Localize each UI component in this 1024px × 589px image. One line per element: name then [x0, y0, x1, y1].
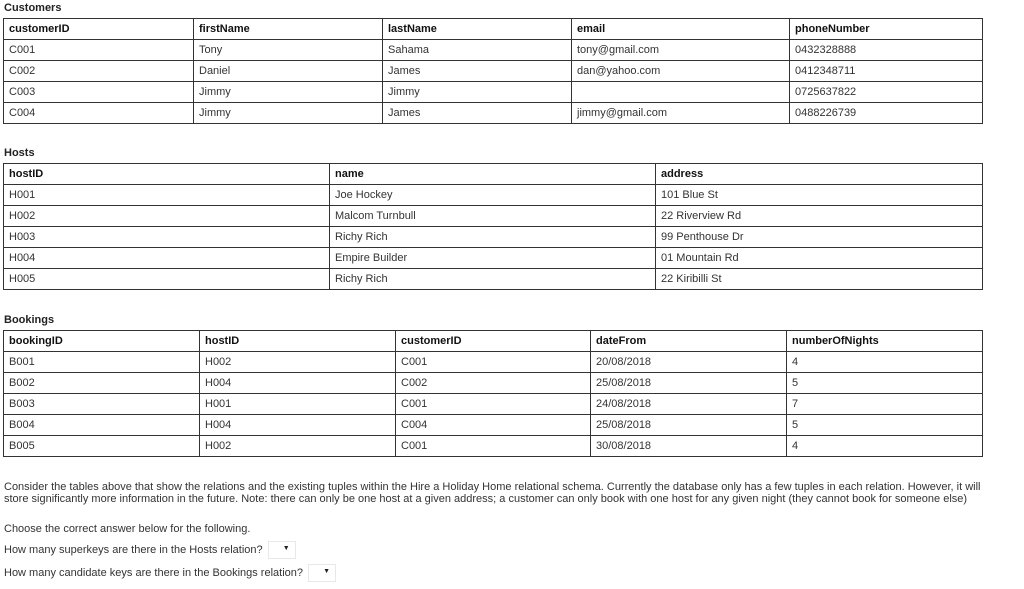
table-row [4, 185, 983, 206]
table-row [4, 61, 983, 82]
table-cell: B005 [4, 436, 200, 457]
table-row [4, 352, 983, 373]
table-cell: 25/08/2018 [591, 373, 787, 394]
table-row [4, 269, 983, 290]
customers-header-row [4, 19, 983, 40]
table-cell: B003 [4, 394, 200, 415]
table-cell: C001 [396, 436, 591, 457]
table-cell: 20/08/2018 [591, 352, 787, 373]
table-cell: Richy Rich [330, 269, 656, 290]
table-cell: 30/08/2018 [591, 436, 787, 457]
question-2 [4, 564, 336, 582]
table-cell: C003 [4, 82, 194, 103]
table-cell: B001 [4, 352, 200, 373]
table-cell: H004 [4, 248, 330, 269]
col-hostID: hostID [4, 164, 330, 185]
table-row [4, 373, 983, 394]
table-cell [572, 82, 790, 103]
col-email: email [572, 19, 790, 40]
table-cell: 99 Penthouse Dr [656, 227, 983, 248]
col-firstName: firstName [194, 19, 383, 40]
table-cell: B002 [4, 373, 200, 394]
table-cell: C002 [396, 373, 591, 394]
table-cell: C002 [4, 61, 194, 82]
bookings-header-row [4, 331, 983, 352]
table-cell: Empire Builder [330, 248, 656, 269]
table-cell: tony@gmail.com [572, 40, 790, 61]
bookings-title: Bookings [4, 314, 55, 326]
candidate-keys-answer-select[interactable] [308, 564, 336, 582]
hosts-title: Hosts [4, 147, 35, 159]
table-cell: B004 [4, 415, 200, 436]
col-numberOfNights: numberOfNights [787, 331, 983, 352]
table-cell: H002 [200, 436, 396, 457]
table-cell: Sahama [383, 40, 572, 61]
table-cell: Joe Hockey [330, 185, 656, 206]
table-cell: H001 [200, 394, 396, 415]
col-bookingID: bookingID [4, 331, 200, 352]
table-cell: 0412348711 [790, 61, 983, 82]
table-cell: Malcom Turnbull [330, 206, 656, 227]
question-1 [4, 541, 296, 559]
table-cell: C001 [396, 394, 591, 415]
table-cell: dan@yahoo.com [572, 61, 790, 82]
dropdown-arrow-icon: ▼ [282, 545, 290, 552]
table-cell: Tony [194, 40, 383, 61]
table-cell: James [383, 61, 572, 82]
table-cell: 0488226739 [790, 103, 983, 124]
bookings-table [3, 330, 983, 457]
table-row [4, 436, 983, 457]
table-cell: H004 [200, 415, 396, 436]
col-hostID: hostID [200, 331, 396, 352]
superkeys-answer-select[interactable] [268, 541, 296, 559]
col-customerID: customerID [396, 331, 591, 352]
table-cell: 5 [787, 415, 983, 436]
col-phoneNumber: phoneNumber [790, 19, 983, 40]
question-paragraph: Consider the tables above that show the relations and the existing tuples within the Hire a Holiday Home relational schema. Currently the database only has a few tuples in each relation. However, it will store significantly more information in the future. Note: there can only be one host at a given address; a customer can only book with one host for any given night (they cannot book for someone else) [4, 481, 981, 505]
table-row [4, 394, 983, 415]
table-cell: 0725637822 [790, 82, 983, 103]
table-cell: jimmy@gmail.com [572, 103, 790, 124]
table-row [4, 248, 983, 269]
table-cell: C001 [396, 352, 591, 373]
col-name: name [330, 164, 656, 185]
table-row [4, 40, 983, 61]
table-cell: H005 [4, 269, 330, 290]
table-cell: 22 Riverview Rd [656, 206, 983, 227]
table-cell: H001 [4, 185, 330, 206]
question-instruction: Choose the correct answer below for the following. [4, 523, 251, 535]
table-cell: 01 Mountain Rd [656, 248, 983, 269]
table-cell: Daniel [194, 61, 383, 82]
table-cell: Jimmy [194, 82, 383, 103]
col-dateFrom: dateFrom [591, 331, 787, 352]
table-cell: 4 [787, 436, 983, 457]
table-cell: 24/08/2018 [591, 394, 787, 415]
table-row [4, 206, 983, 227]
customers-title: Customers [4, 2, 62, 14]
col-lastName: lastName [383, 19, 572, 40]
table-cell: H004 [200, 373, 396, 394]
table-cell: 25/08/2018 [591, 415, 787, 436]
hosts-table [3, 163, 983, 290]
table-row [4, 103, 983, 124]
table-cell: 0432328888 [790, 40, 983, 61]
col-address: address [656, 164, 983, 185]
table-row [4, 227, 983, 248]
dropdown-arrow-icon: ▼ [323, 568, 331, 575]
table-cell: Jimmy [194, 103, 383, 124]
hosts-header-row [4, 164, 983, 185]
question-1-text: How many superkeys are there in the Hosts relation? [4, 544, 263, 556]
table-cell: C004 [396, 415, 591, 436]
col-customerID: customerID [4, 19, 194, 40]
table-cell: Richy Rich [330, 227, 656, 248]
table-cell: H002 [200, 352, 396, 373]
table-cell: C004 [4, 103, 194, 124]
table-cell: H002 [4, 206, 330, 227]
table-cell: 22 Kiribilli St [656, 269, 983, 290]
table-row [4, 82, 983, 103]
table-cell: James [383, 103, 572, 124]
table-cell: H003 [4, 227, 330, 248]
table-row [4, 415, 983, 436]
question-2-text: How many candidate keys are there in the Bookings relation? [4, 567, 304, 579]
table-cell: 7 [787, 394, 983, 415]
customers-table [3, 18, 983, 124]
table-cell: C001 [4, 40, 194, 61]
table-cell: 5 [787, 373, 983, 394]
table-cell: 4 [787, 352, 983, 373]
table-cell: 101 Blue St [656, 185, 983, 206]
table-cell: Jimmy [383, 82, 572, 103]
